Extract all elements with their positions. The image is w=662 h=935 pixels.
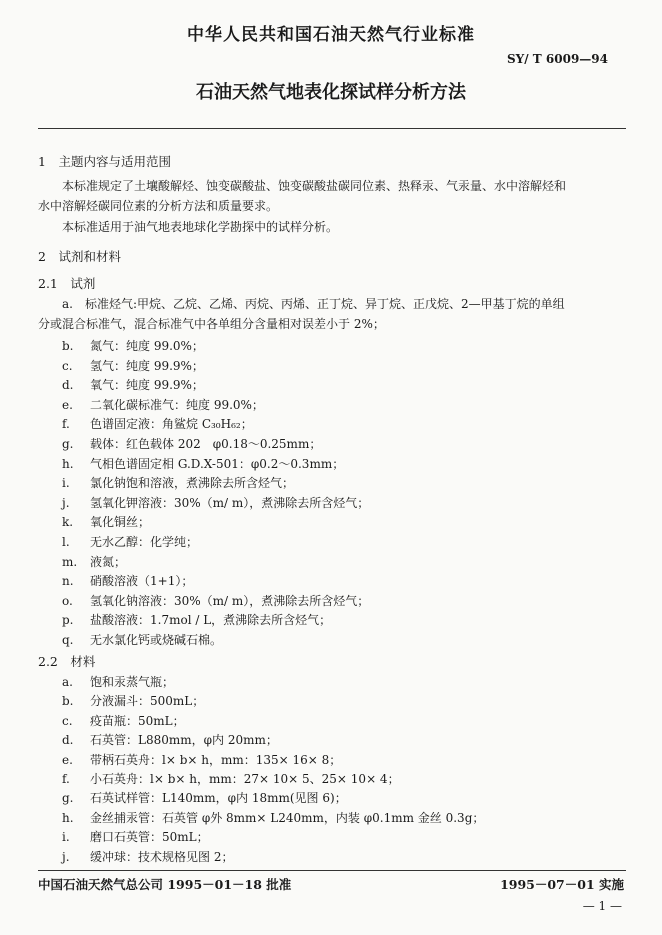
material-item: [62, 770, 400, 787]
material-item: [62, 789, 347, 806]
list-item-text: 无水氯化钙或烧碱石棉。: [90, 633, 223, 647]
list-item-label: f.: [62, 772, 70, 786]
material-item: [62, 692, 204, 709]
list-item-label: p.: [62, 613, 74, 628]
section-1-heading: 1 主题内容与适用范围: [38, 154, 171, 169]
section-1-paragraph-1-line-2: 水中溶解烃碳同位素的分析方法和质量要求。: [38, 199, 279, 213]
list-item-label: i.: [62, 476, 70, 491]
list-item-text: 氯化钠饱和溶液，煮沸除去所含烃气；: [90, 476, 295, 491]
page-number: — 1 —: [582, 899, 622, 913]
reagent-item: [62, 376, 204, 393]
list-item-label: f.: [62, 417, 70, 432]
reagent-item-a-line-2: 分或混合标准气，混合标准气中各单组分含量相对误差小于 2%；: [38, 317, 385, 331]
reagent-item: [62, 435, 321, 452]
material-item: [62, 673, 174, 690]
list-item-label: n.: [62, 574, 74, 589]
reagents-heading: 2.1 试剂: [38, 276, 96, 291]
list-item-text: 氮气：纯度 99.0%；: [90, 339, 204, 353]
header-divider: [38, 128, 626, 129]
reagent-item: [62, 533, 198, 550]
list-item-text: 氢氧化钠溶液：30%（m/ m），煮沸除去所含烃气；: [90, 593, 370, 608]
reagent-item: [62, 513, 150, 530]
list-item-text: 色谱固定液：角鲨烷 C₃₀H₆₂；: [90, 417, 253, 432]
list-item-label: d.: [62, 733, 74, 748]
list-item-text: 缓冲球：技术规格见图 2；: [90, 849, 234, 864]
reagent-item: [62, 396, 264, 413]
list-item-text: 分液漏斗：500mL；: [90, 694, 205, 709]
section-1-paragraph-1-line-1: 本标准规定了土壤酸解烃、蚀变碳酸盐、蚀变碳酸盐碳同位素、热释汞、气汞量、水中溶解烃和: [62, 179, 567, 193]
reagent-item: [62, 553, 126, 570]
list-item-label: b.: [62, 694, 74, 709]
standard-organization: 中华人民共和国石油天然气行业标准: [187, 25, 475, 45]
reagent-item: [62, 357, 204, 374]
list-item-label: h.: [62, 456, 74, 471]
list-item-text: 硝酸溶液（1+1）；: [90, 574, 194, 589]
list-item-text: 石英试样管：L140mm，φ内 18mm(见图 6)；: [90, 791, 347, 806]
list-item-label: m.: [62, 554, 78, 569]
reagent-item: [62, 455, 344, 472]
reagent-item: [62, 337, 204, 354]
list-item-label: i.: [62, 830, 70, 845]
list-item-label: c.: [62, 358, 73, 373]
list-item-label: k.: [62, 515, 74, 530]
list-item-label: j.: [62, 495, 70, 510]
approval-text: 中国石油天然气总公司 1995－01－18 批准: [38, 877, 292, 892]
list-item-label: d.: [62, 378, 74, 393]
material-item: [62, 751, 341, 768]
standard-code: SY/ T 6009—94: [507, 52, 608, 66]
list-item-text: 二氧化碳标准气：纯度 99.0%；: [90, 397, 264, 412]
list-item-label: h.: [62, 810, 74, 825]
material-item: [62, 712, 185, 729]
list-item-text: 磨口石英管：50mL；: [90, 830, 209, 845]
section-1-paragraph-2: 本标准适用于油气地表地球化学勘探中的试样分析。: [62, 220, 339, 234]
materials-heading: 2.2 材料: [38, 654, 96, 669]
list-item-text: 液氮；: [90, 554, 127, 569]
list-item-text: 载体：红色载体 202 φ0.18～0.25mm；: [90, 437, 322, 451]
list-item-label: c.: [62, 713, 73, 728]
reagent-item: [62, 474, 294, 491]
list-item-label: o.: [62, 593, 73, 608]
material-item: [62, 828, 209, 845]
list-item-label: l.: [62, 535, 70, 549]
list-item-text: 氢气：纯度 99.9%；: [90, 358, 204, 373]
list-item-text: 疫苗瓶：50mL；: [90, 713, 185, 728]
list-item-text: 石英管：L880mm，φ内 20mm；: [90, 733, 278, 748]
material-item: [62, 731, 278, 748]
reagent-item: [62, 494, 369, 511]
reagent-item-a-line-1: a. 标准烃气:甲烷、乙烷、乙烯、丙烷、丙烯、正丁烷、异丁烷、正戊烷、2—甲基丁烷的单组: [62, 297, 565, 311]
list-item-text: 无水乙醇：化学纯；: [90, 535, 199, 549]
reagent-item: [62, 631, 222, 648]
list-item-text: 小石英舟：l× b× h，mm：27× 10× 5、25× 10× 4；: [90, 772, 400, 786]
list-item-text: 盐酸溶液：1.7mol / L，煮沸除去所含烃气；: [90, 613, 332, 628]
reagent-item: [62, 592, 369, 609]
reagent-item: [62, 415, 253, 432]
document-title: 石油天然气地表化探试样分析方法: [196, 82, 466, 103]
list-item-label: g.: [62, 791, 74, 806]
list-item-text: 氧化铜丝；: [90, 515, 151, 530]
list-item-label: j.: [62, 849, 70, 864]
list-item-text: 饱和汞蒸气瓶；: [90, 675, 175, 689]
list-item-label: e.: [62, 397, 73, 412]
list-item-label: a.: [62, 675, 73, 689]
list-item-label: q.: [62, 633, 74, 647]
effective-date: 1995－07－01 实施: [500, 877, 624, 892]
list-item-text: 金丝捕汞管：石英管 φ外 8mm× L240mm，内装 φ0.1mm 金丝 0.3g；: [90, 810, 485, 825]
material-item: [62, 809, 484, 826]
list-item-label: e.: [62, 752, 73, 767]
list-item-text: 气相色谱固定相 G.D.X-501：φ0.2～0.3mm；: [90, 456, 345, 471]
section-2-heading: 2 试剂和材料: [38, 249, 121, 264]
footer-divider: [38, 870, 626, 871]
list-item-text: 氧气：纯度 99.9%；: [90, 378, 204, 393]
material-item: [62, 848, 233, 865]
list-item-text: 带柄石英舟：l× b× h，mm：135× 16× 8；: [90, 752, 342, 767]
list-item-text: 氢氧化钾溶液：30%（m/ m），煮沸除去所含烃气；: [90, 495, 370, 510]
list-item-label: g.: [62, 437, 74, 451]
reagent-item: [62, 611, 331, 628]
list-item-label: b.: [62, 339, 74, 353]
reagent-item: [62, 572, 193, 589]
